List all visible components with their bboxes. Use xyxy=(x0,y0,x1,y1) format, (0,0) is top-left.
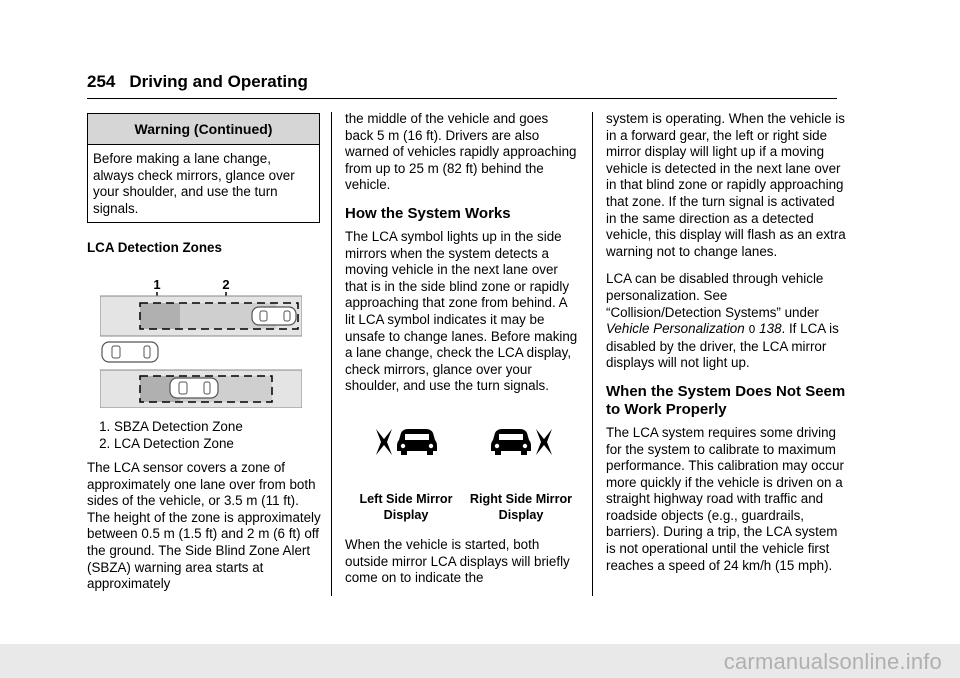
paragraph: The LCA symbol lights up in the side mirrors when the system detects a moving vehicle in the next lane over that is in the side blind zone or rapidly approaching that zone from behind. A lit LCA symbol indicates it may be unsafe to change lanes. Before making a lane change, check the LCA display, check mirrors, glance over your shoulder, and use the turn signals. xyxy=(345,228,578,394)
page-ref-number[interactable]: 138 xyxy=(759,321,782,337)
right-mirror-lca-icon xyxy=(491,426,555,458)
right-mirror-caption xyxy=(462,491,580,523)
own-vehicle-icon xyxy=(102,342,158,362)
text-run: LCA can be disabled through vehicle personalization. See “Collision/Detection Systems” under xyxy=(606,271,824,320)
column-3-text xyxy=(606,111,846,585)
warning-title: Warning (Continued) xyxy=(88,114,319,145)
vehicle-top-icon xyxy=(252,307,296,325)
page-header xyxy=(87,72,308,92)
caption-line: Left Side Mirror xyxy=(359,492,453,506)
not-working-heading: When the System Does Not Seem to Work Properly xyxy=(606,382,846,418)
zone-label-1: 1 xyxy=(153,277,161,292)
vehicle-personalization-link[interactable]: Vehicle Personalization xyxy=(606,321,745,337)
warning-body: Before making a lane change, always check mirrors, glance over your shoulder, and use the turn signals. xyxy=(93,151,295,216)
paragraph: system is operating. When the vehicle is in a forward gear, the left or right side mirror display will light up if a moving vehicle is detected in the next lane over in that blind zone or rapidly approaching that zone. If the turn signal is activated in the same direction as a detected vehicle, this display will flash as an extra warning not to change lanes. xyxy=(606,111,846,259)
section-title: Driving and Operating xyxy=(129,72,308,91)
legend-item: 2. LCA Detection Zone xyxy=(114,436,317,453)
paragraph: the middle of the vehicle and goes back 5 m (16 ft). Drivers are also warned of vehicles rapidly approaching from up to 25 m (82 ft) behind the vehicle. xyxy=(345,111,577,193)
paragraph: The LCA system requires some driving for the system to calibrate to maximum performance. This calibration may occur more quickly if the vehicle is driven on a straight highway road with traffic and roadside objects (e.g., guardrails, barriers). During a trip, the LCA system is not operational until the vehicle first reaches a speed of 24 km/h (15 mph). xyxy=(606,424,844,573)
text-run: . If LCA is disabled by the driver, the LCA mirror displays will not light up. xyxy=(606,321,839,371)
legend-item: 1. SBZA Detection Zone xyxy=(114,419,317,436)
how-system-works-heading: How the System Works xyxy=(345,204,511,222)
page-number: 254 xyxy=(87,72,116,91)
personalization-paragraph xyxy=(606,271,846,372)
column-divider-2 xyxy=(592,112,593,596)
lca-zones-diagram xyxy=(100,274,302,408)
caption-line: Display xyxy=(383,508,429,522)
warning-box xyxy=(87,113,320,223)
vehicle-started-paragraph: When the vehicle is started, both outside mirror LCA displays will briefly come on to indicate the xyxy=(345,537,570,586)
column-2-text xyxy=(345,111,580,406)
zone-label-2: 2 xyxy=(222,277,230,292)
page-ref-symbol: 0 xyxy=(748,323,756,337)
lca-sensor-paragraph: The LCA sensor covers a zone of approximately one lane over from both sides of the vehicle, or 3.5 m (11 ft). The height of the zone is approximately between 0.5 m (1.5 ft) and 2 m (6 ft) off the ground. The Side Blind Zone Alert (SBZA) warning area starts at approximately xyxy=(87,460,321,592)
caption-line: Right Side Mirror xyxy=(469,492,573,506)
watermark: carmanualsonline.info xyxy=(723,649,942,674)
left-mirror-caption xyxy=(348,491,464,523)
zones-heading: LCA Detection Zones xyxy=(87,240,222,255)
sbza-zone-top xyxy=(140,303,180,329)
column-divider-1 xyxy=(331,112,332,596)
caption-line: Display xyxy=(498,508,544,522)
footer-bar xyxy=(0,644,960,678)
zones-legend xyxy=(87,419,317,460)
vehicle-bottom-icon xyxy=(170,378,218,398)
header-rule xyxy=(87,98,837,99)
left-mirror-lca-icon xyxy=(373,426,437,458)
